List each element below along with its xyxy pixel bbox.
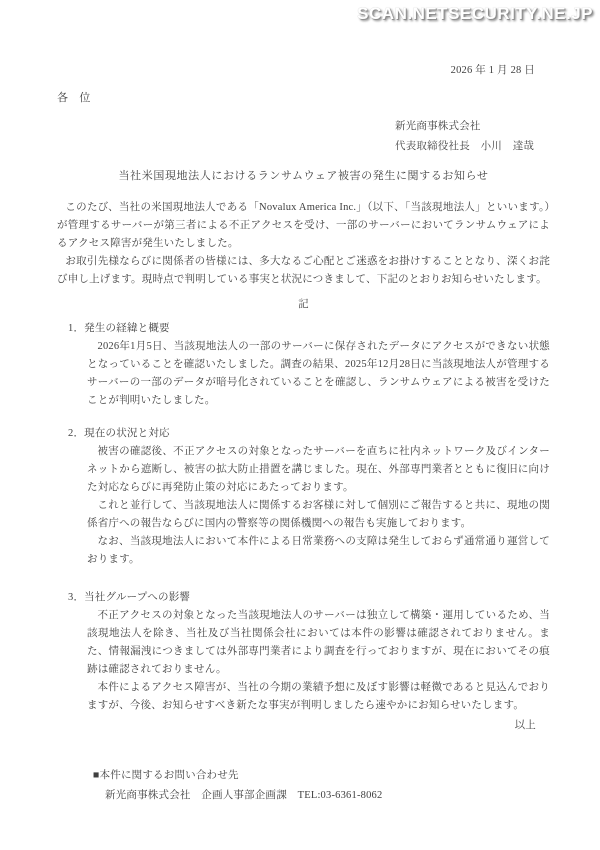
- sender-block: [395, 117, 550, 157]
- intro-paragraph-1: このたび、当社の米国現地法人である「Novalux America Inc.」（以下、「当該現地法人」といいます。）が管理するサーバーが第三者による不正アクセスを受け、一部のサーバーにおいてランサムウェアによるアクセス障害が発生いたしました。: [57, 202, 550, 249]
- section-paragraph: 被害の確認後、不正アクセスの対象となったサーバーを直ちに社内ネットワーク及びインターネットから遮断し、被害の拡大防止措置を講じました。現在、外部専門業者とともに復旧に向けた対応ならびに再発防止策の対応にあたっております。: [87, 446, 550, 493]
- closing-marker: 以上: [514, 720, 536, 731]
- addressee: 各 位: [57, 92, 91, 104]
- section-group-impact: [57, 589, 550, 715]
- section-paragraph: 不正アクセスの対象となった当該現地法人のサーバーは独立して構築・運用しているため、当該現地法人を除き、当社及び当社関係会社においては本件の影響は確認されておりません。また、情報漏洩につきましては外部専門業者により調査を行っておりますが、現在においてその痕跡は確認されておりません。: [87, 610, 550, 675]
- contact-info: 新光商事株式会社 企画人事部企画課 TEL:03-6361-8062: [105, 790, 383, 801]
- intro-paragraph-2: お取引先様ならびに関係者の皆様には、多大なるご心配とご迷惑をお掛けすることとなり、深くお詫び申し上げます。現時点で判明している事実と状況につきまして、下記のとおりお知らせいたします。: [57, 256, 550, 285]
- company-name: 新光商事株式会社: [395, 121, 481, 132]
- record-marker: 記: [298, 299, 309, 310]
- section-paragraph: これと並行して、当該現地法人に関係するお客様に対して個別にご報告すると共に、現地の関係省庁への報告ならびに国内の警察等の関係機関への報告も実施しております。: [87, 500, 550, 529]
- document-date: 2026 年 1 月 28 日: [450, 65, 535, 76]
- section-paragraph: 本件によるアクセス障害が、当社の今期の業績予想に及ぼす影響は軽微であると見込んでおりますが、今後、お知らせすべき新たな事実が判明しましたら速やかにお知らせいたします。: [87, 682, 550, 711]
- contact-heading: ■本件に関するお問い合わせ先: [93, 770, 239, 781]
- site-watermark: SCAN.NETSECURITY.NE.JP: [357, 4, 593, 23]
- section-heading: 3．当社グループへの影響: [68, 592, 191, 603]
- section-paragraph: なお、当該現地法人において本件による日常業務への支障は発生しておらず通常通り運営しております。: [87, 536, 550, 565]
- section-incident-overview: [57, 320, 550, 410]
- section-heading: 2．現在の状況と対応: [68, 428, 170, 439]
- section-current-status: [57, 425, 550, 569]
- contact-block: [57, 767, 550, 805]
- section-paragraph: 2026年1月5日、当該現地法人の一部のサーバーに保存されたデータにアクセスができない状態となっていることを確認いたしました。調査の結果、2025年12月28日に当該現地法人が管理するサーバーの一部のデータが暗号化されていることを確認し、ランサムウェアによる被害を受けたことが判明いたしました。: [87, 341, 550, 406]
- representative-name: 代表取締役社長 小川 達哉: [395, 141, 535, 152]
- section-heading: 1．発生の経緯と概要: [68, 323, 170, 334]
- document-title: 当社米国現地法人におけるランサムウェア被害の発生に関するお知らせ: [118, 170, 489, 182]
